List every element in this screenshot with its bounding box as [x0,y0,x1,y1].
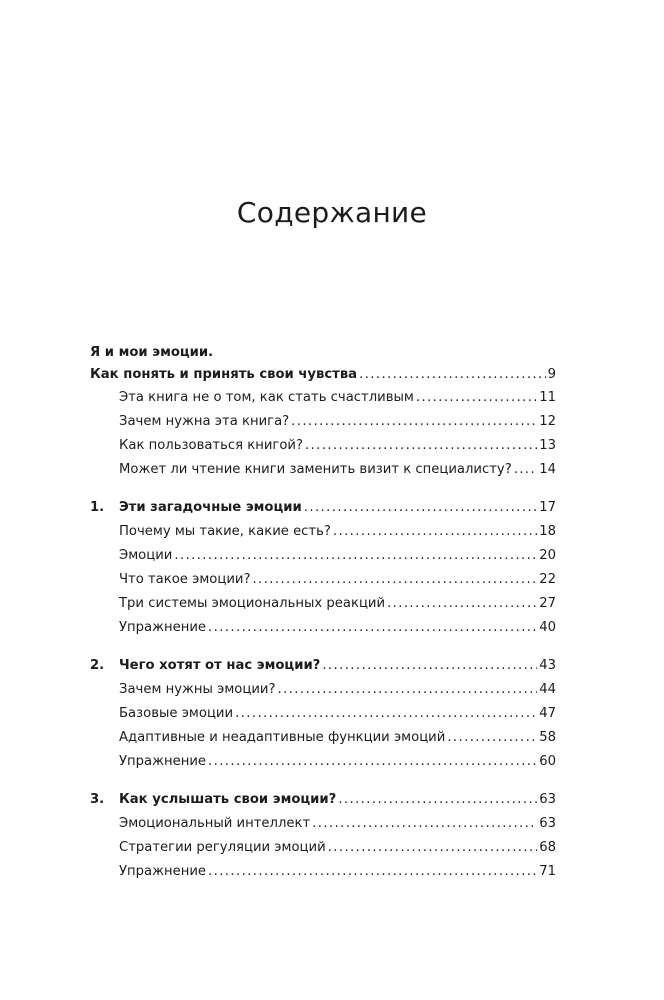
entry-title: Может ли чтение книги заменить визит к специалисту? [119,462,512,477]
entry-title: Упражнение [119,864,207,879]
page-number: 68 [539,840,556,855]
entry-title: Эмоции [119,548,173,563]
toc-chapter-entry[interactable] [90,788,556,812]
page-number: 43 [539,658,556,673]
page-number: 71 [539,864,556,879]
toc-entry[interactable] [90,726,556,750]
dot-leader [416,386,537,410]
page-title: Содержание [236,196,428,229]
page-number: 22 [539,572,556,587]
page-number: 18 [539,524,556,539]
toc-entry[interactable] [90,592,556,616]
entry-title: Зачем нужна эта книга? [119,414,290,429]
toc-entry[interactable] [90,410,556,434]
entry-title: Базовые эмоции [119,706,234,721]
page-number: 58 [539,730,556,745]
entry-title: Упражнение [119,620,207,635]
toc-section-intro [90,342,556,482]
page-number: 12 [539,414,556,429]
chapter-title: Чего хотят от нас эмоции? [119,658,321,673]
toc-section-chapter-2 [90,654,556,774]
toc-section-chapter-3 [90,788,556,884]
entry-title: Эта книга не о том, как стать счастливым [119,390,414,405]
table-of-contents [90,342,556,884]
toc-entry[interactable] [90,568,556,592]
page-number: 40 [539,620,556,635]
toc-entry[interactable] [90,520,556,544]
entry-title: Как понять и принять свои чувства [90,367,358,382]
page-number: 60 [539,754,556,769]
page-number: 44 [539,682,556,697]
entry-title: Упражнение [119,754,207,769]
chapter-number: 3. [90,792,105,807]
dot-leader [235,702,537,726]
dot-leader [359,364,546,386]
toc-entry[interactable] [90,678,556,702]
chapter-number: 1. [90,500,105,515]
page-number: 9 [547,367,556,382]
toc-entry[interactable] [90,616,556,640]
entry-title: Как пользоваться книгой? [119,438,303,453]
dot-leader [208,616,537,640]
page-number: 11 [539,390,556,405]
toc-entry[interactable] [90,458,556,482]
dot-leader [208,750,537,774]
dot-leader [328,836,538,860]
toc-entry[interactable] [90,544,556,568]
entry-title: Что такое эмоции? [119,572,251,587]
toc-entry[interactable] [90,750,556,774]
chapter-title: Эти загадочные эмоции [119,500,302,515]
page-number: 20 [539,548,556,563]
dot-leader [252,568,537,592]
entry-title: Три системы эмоциональных реакций [119,596,386,611]
dot-leader [322,654,537,678]
section-heading: Я и мои эмоции. [90,345,214,360]
dot-leader [305,434,537,458]
dot-leader [312,812,537,836]
chapter-number: 2. [90,658,105,673]
chapter-title: Как услышать свои эмоции? [119,792,337,807]
dot-leader [291,410,537,434]
page-number: 14 [539,462,556,477]
entry-title: Зачем нужны эмоции? [119,682,276,697]
dot-leader [278,678,538,702]
dot-leader [338,788,537,812]
entry-title: Почему мы такие, какие есть? [119,524,331,539]
page-number: 27 [539,596,556,611]
toc-entry[interactable] [90,434,556,458]
toc-chapter-entry[interactable] [90,496,556,520]
page-number: 63 [539,816,556,831]
page-number: 13 [539,438,556,453]
page-number: 63 [539,792,556,807]
dot-leader [387,592,537,616]
toc-entry[interactable] [90,364,556,386]
dot-leader [174,544,537,568]
dot-leader [304,496,537,520]
toc-entry[interactable] [90,702,556,726]
entry-title: Эмоциональный интеллект [119,816,311,831]
dot-leader [208,860,537,884]
toc-chapter-entry[interactable] [90,654,556,678]
toc-entry[interactable] [90,836,556,860]
toc-section-chapter-1 [90,496,556,640]
page-number: 47 [539,706,556,721]
toc-entry[interactable] [90,812,556,836]
page-number: 17 [539,500,556,515]
dot-leader [514,458,537,482]
toc-entry[interactable] [90,860,556,884]
dot-leader [447,726,537,750]
entry-title: Адаптивные и неадаптивные функции эмоций [119,730,446,745]
entry-title: Стратегии регуляции эмоций [119,840,326,855]
toc-entry[interactable] [90,386,556,410]
dot-leader [333,520,537,544]
